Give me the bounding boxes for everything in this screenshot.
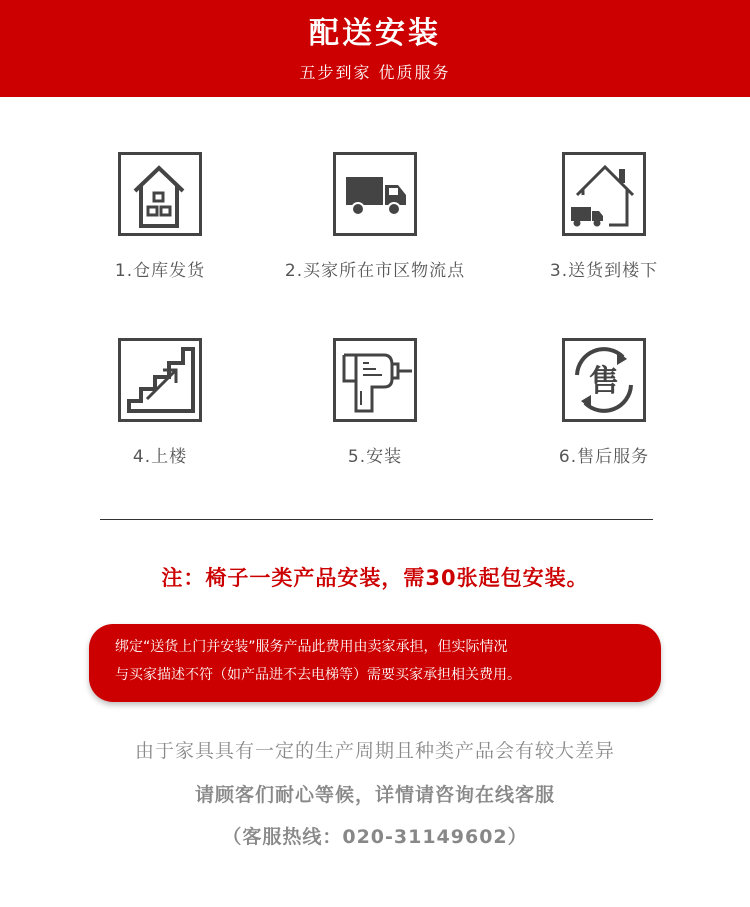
- power-drill-icon: [333, 338, 417, 422]
- notice-box: [89, 624, 661, 702]
- delivery-truck-icon: [333, 152, 417, 236]
- notice-line-2: 与买家描述不符（如产品进不去电梯等）需要买家承担相关费用。: [115, 667, 521, 683]
- info-production-cycle: 由于家具具有一定的生产周期且种类产品会有较大差异: [134, 740, 615, 762]
- header-subtitle: 五步到家 优质服务: [299, 63, 451, 82]
- section-divider: [100, 519, 653, 520]
- notice-line-1: 绑定“送货上门并安装”服务产品此费用由卖家承担，但实际情况: [115, 639, 508, 655]
- after-sales-cycle-icon: [562, 338, 646, 422]
- step-label: 1.仓库发货: [114, 261, 206, 281]
- warehouse-house-icon: [118, 152, 202, 236]
- installation-note: 注：椅子一类产品安装，需30张起包安装。: [161, 566, 589, 590]
- step-label: 5.安装: [347, 447, 403, 467]
- info-hotline: （客服热线：020-31149602）: [222, 826, 528, 848]
- step-label: 4.上楼: [132, 447, 188, 467]
- step-label: 2.买家所在市区物流点: [284, 261, 466, 281]
- step-label: 6.售后服务: [558, 447, 650, 467]
- stairs-up-icon: [118, 338, 202, 422]
- after-sales-glyph: 售: [589, 364, 619, 399]
- step-label: 3.送货到楼下: [549, 261, 659, 281]
- header-title: 配送安装: [309, 16, 441, 51]
- info-please-wait: 请顾客们耐心等候，详情请咨询在线客服: [194, 784, 555, 806]
- truck-to-house-icon: [562, 152, 646, 236]
- header-banner: [0, 0, 750, 97]
